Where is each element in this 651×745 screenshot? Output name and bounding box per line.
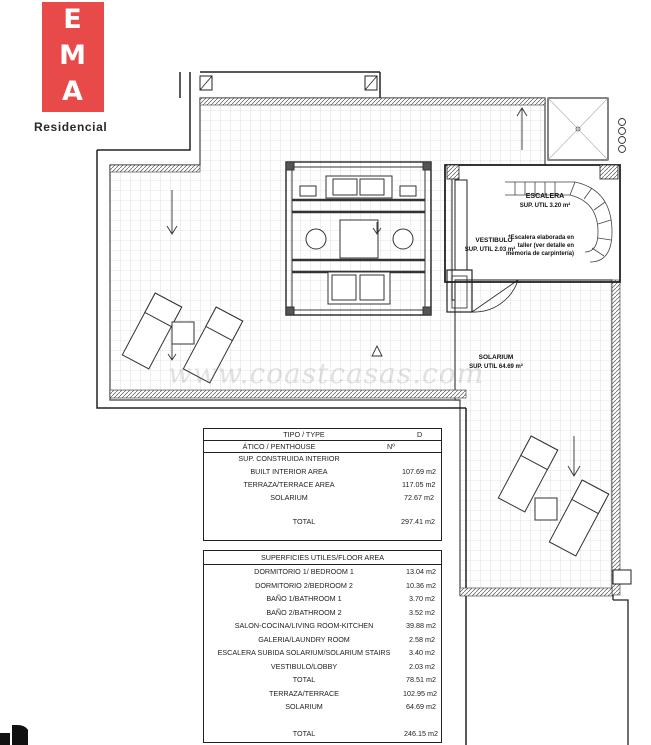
outdoor-sofa-bottom: [328, 272, 390, 304]
watermark: www.coastcasas.com: [168, 357, 485, 390]
ema-logo: [42, 2, 104, 112]
logo-letter-a: A: [62, 76, 84, 107]
parapet-solarium-bottom: [460, 588, 612, 596]
table-row: TOTAL 78.51 m2: [292, 675, 436, 684]
outer-wall-top-left: [97, 72, 190, 150]
table-row: SOLARIUM 64.69 m2: [285, 702, 436, 711]
floor-table-title: SUPERFICIES UTILES/FLOOR AREA: [204, 551, 441, 565]
logo-subtitle: Residencial: [34, 120, 108, 134]
table-row: VESTIBULO/LOBBY 2.03 m2: [270, 661, 435, 671]
table-row: SALON-COCINA/LIVING ROOM-KITCHEN 39.88 m2: [234, 621, 436, 630]
table-row: DORMITORIO 1/ BEDROOM 1 13.04 m2: [254, 567, 436, 576]
type-header-label: TIPO / TYPE: [283, 430, 325, 439]
escalera-label: ESCALERA: [525, 193, 565, 200]
table-row: SOLARIUM 72.67 m2: [270, 493, 434, 502]
type-table-total: TOTAL 297.41 m2: [292, 517, 435, 526]
parapet-left: [110, 165, 200, 172]
solarium-area: SUP. UTIL 64.69 m²: [469, 364, 523, 370]
table-row: DORMITORIO 2/BEDROOM 2 10.36 m2: [255, 580, 436, 590]
table-row: ESCALERA SUBIDA SOLARIUM/SOLARIUM STAIRS 3.40 m2: [217, 648, 435, 657]
railing-circles: [619, 119, 626, 153]
table-row: TERRAZA/TERRACE 102.95 m2: [269, 688, 437, 698]
escalera-note-3: memoria de carpintería): [505, 251, 574, 257]
vestibulo-label: VESTIBULO: [475, 237, 513, 244]
escalera-note-2: taller (ver detalle en: [517, 243, 574, 249]
parapet-top: [200, 98, 545, 105]
table-row: GALERIA/LAUNDRY ROOM 2.58 m2: [258, 634, 435, 644]
type-header-value: D: [417, 430, 423, 439]
logo-letter-m: M: [59, 40, 87, 71]
escalera-note-1: *Escalera elaborada en: [508, 235, 574, 241]
table-row: BAÑO 1/BATHROOM 1 3.70 m2: [266, 594, 435, 603]
type-table-subheader: [204, 441, 441, 453]
logo-letter-e: E: [63, 4, 83, 35]
floor-table-total: TOTAL 246.15 m2: [292, 728, 438, 738]
table-row: BAÑO 2/BATHROOM 2 3.52 m2: [266, 607, 435, 617]
corner-logo-icon: [0, 719, 28, 745]
table-row: TERRAZA/TERRACE AREA 117.05 m2: [243, 480, 436, 489]
stair-block: [445, 165, 620, 282]
parapet-bottom: [110, 390, 466, 398]
type-table-header: [204, 429, 441, 441]
type-table: [203, 428, 442, 541]
parapet-right: [612, 280, 620, 595]
type-subheader-value: Nº: [387, 442, 395, 451]
type-subheader-label: ÁTICO / PENTHOUSE: [242, 442, 316, 451]
solarium-label: SOLARIUM: [478, 354, 514, 361]
vestibulo-area: SUP. UTIL 2.03 m²: [464, 247, 516, 253]
table-row: SUP. CONSTRUIDA INTERIOR: [238, 454, 340, 463]
table-row: BUILT INTERIOR AREA 107.69 m2: [250, 467, 436, 476]
escalera-area: SUP. UTIL 3.20 m²: [519, 203, 571, 209]
floor-area-table: [203, 550, 442, 743]
